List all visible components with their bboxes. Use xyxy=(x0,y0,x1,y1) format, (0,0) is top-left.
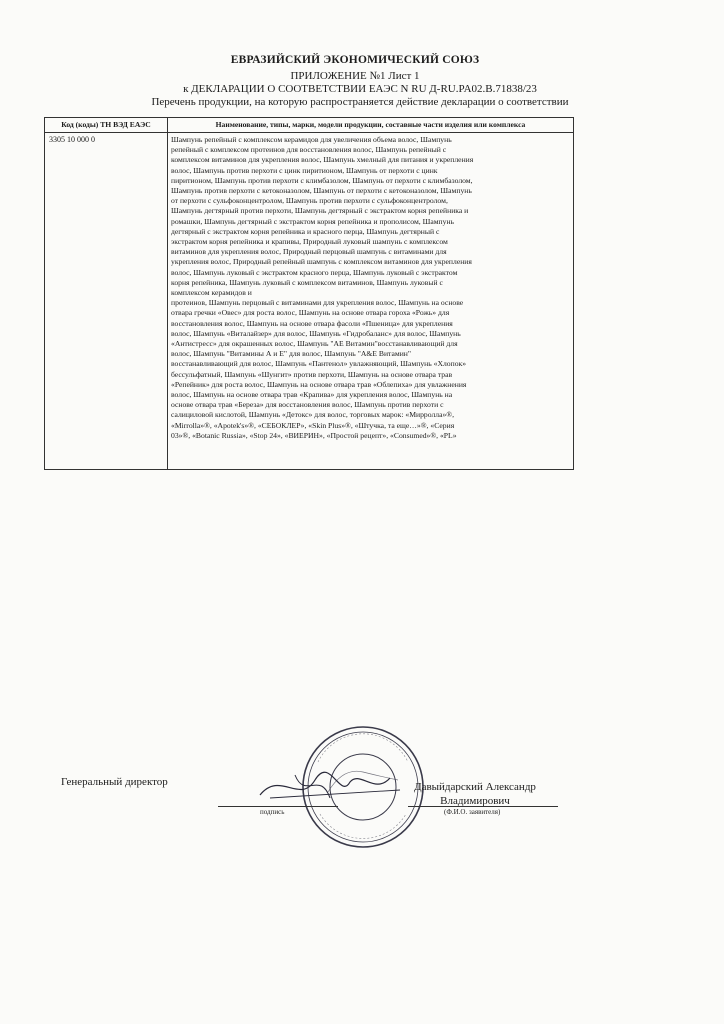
description-line: волос, Шампунь «Виталайзер» для волос, Шампунь «Гидробаланс» для волос, Шампунь xyxy=(171,328,461,338)
description-line: основе отвара трав «Береза» для восстановления волос, Шампунь против перхоти с xyxy=(171,400,444,410)
description-line: 03»®, «Botanic Russia», «Stop 24», «ВИЕРИН», «Простой рецепт», «Consumed»®, «PL» xyxy=(171,430,457,440)
union-title: ЕВРАЗИЙСКИЙ ЭКОНОМИЧЕСКИЙ СОЮЗ xyxy=(230,54,480,66)
description-line: «Репейник» для роста волос, Шампунь на основе отвара трав «Облепиха» для увлажнения xyxy=(171,379,467,389)
declaration-reference: к ДЕКЛАРАЦИИ О СООТВЕТСТВИИ ЕАЭС N RU Д-RU.PA02.B.71838/23 xyxy=(183,83,537,95)
description-line: волос, Шампунь луковый с экстрактом красного перца, Шампунь луковый с экстрактом xyxy=(171,267,458,277)
code-column-header: Код (коды) ТН ВЭД ЕАЭС xyxy=(45,118,168,133)
description-line: протеинов, Шампунь перцовый с витаминами для укрепления волос, Шампунь на основе xyxy=(171,298,464,308)
description-line: экстрактом корня репейника и крапивы, Природный луковый шампунь с комплексом xyxy=(171,237,448,247)
description-line: «Mirrolla»®, «Apotek's»®, «СЕБОКЛЕР», «Skin Plus»®, «Штучка, та еще…»®, «Серия xyxy=(171,420,455,430)
description-line: комплексом керамидов и xyxy=(171,288,252,298)
signature-line xyxy=(218,806,338,807)
description-line: комплексом витаминов для укрепления волос, Шампунь хмелный для питания и укрепления xyxy=(171,155,474,165)
fio-line xyxy=(408,806,558,807)
product-table xyxy=(44,117,574,470)
signer-name-line2: Владимирович xyxy=(440,795,510,807)
description-line: от перхоти с сульфоконцентролом, Шампунь против перхоти с сульфоконцентролом, xyxy=(171,196,448,206)
description-line: волос, Шампунь на основе отвара трав «Крапива» для укрепления волос, Шампунь на xyxy=(171,390,453,400)
signer-name xyxy=(395,780,555,808)
signer-name-line1: Давыйдарский Александр xyxy=(414,781,536,793)
handwritten-signature xyxy=(200,760,420,810)
description-line: волос, Шампунь "Витамины А и Е" для волос, Шампунь "А&Е Витамин" xyxy=(171,349,412,359)
description-line: бессульфатный, Шампунь «Шунгит» против перхоти, Шампунь на основе отвара трав xyxy=(171,369,453,379)
description-line: «Антистресс» для окрашенных волос, Шампунь "АЕ Витамин"восстанавливающий для xyxy=(171,339,458,349)
description-line: Шампунь дегтярный против перхоти, Шампунь дегтярный с экстрактом корня репейника и xyxy=(171,206,469,216)
position-title: Генеральный директор xyxy=(61,776,168,788)
description-line: дегтярный с экстрактом корня репейника и красного перца, Шампунь дегтярный с xyxy=(171,226,440,236)
name-column-header: Наименование, типы, марки, модели продукции, составные части изделия или комплекса xyxy=(168,118,574,133)
description-line: волос, Шампунь против перхоти с цинк пиритионом, Шампунь от перхоти с цинк xyxy=(171,165,438,175)
appendix-title: ПРИЛОЖЕНИЕ №1 Лист 1 xyxy=(290,70,420,82)
description-line: Шампунь против перхоти с кетоконазолом, Шампунь от перхоти с кетоконазолом, Шампунь xyxy=(171,186,472,196)
signature-label: подпись xyxy=(260,808,285,816)
description-line: укрепления волос, Природный репейный шампунь с комплексом витаминов для укрепления xyxy=(171,257,472,267)
table-row xyxy=(45,133,574,470)
description-line: восстанавливающий для волос, Шампунь «Пантенол» увлажняющий, Шампунь «Хлопок» xyxy=(171,359,467,369)
product-description-cell xyxy=(168,133,574,470)
description-line: витаминов для укрепления волос, Природный перцовый шампунь с витаминами для xyxy=(171,247,447,257)
description-line: репейный с комплексом протеинов для восстановления волос, Шампунь репейный с xyxy=(171,145,447,155)
description-line: ромашки, Шампунь дегтярный с экстрактом корня репейника и прополисом, Шампунь xyxy=(171,216,455,226)
fio-label: (Ф.И.О. заявителя) xyxy=(444,808,501,816)
table-header-row xyxy=(45,118,574,133)
description-line: салициловой кислотой, Шампунь «Детокс» для волос, торговых марок: «Мирролла»®, xyxy=(171,410,454,420)
description-line: отвара гречки «Овес» для роста волос, Шампунь на основе отвара гороха «Рожь» для xyxy=(171,308,450,318)
description-line: корня репейника, Шампунь луковый с комплексом витаминов, Шампунь луковый с xyxy=(171,277,443,287)
description-line: восстановления волос, Шампунь на основе отвара фасоли «Пшеница» для укрепления xyxy=(171,318,453,328)
description-line: пиритионом, Шампунь против перхоти с климбазолом, Шампунь от перхоти с климбазолом, xyxy=(171,175,473,185)
hs-code-cell: 3305 10 000 0 xyxy=(45,133,168,470)
description-line: Шампунь репейный с комплексом керамидов для увеличения объема волос, Шампунь xyxy=(171,135,452,144)
product-list-title: Перечень продукции, на которую распространяется действие декларации о соответствии xyxy=(151,96,569,108)
